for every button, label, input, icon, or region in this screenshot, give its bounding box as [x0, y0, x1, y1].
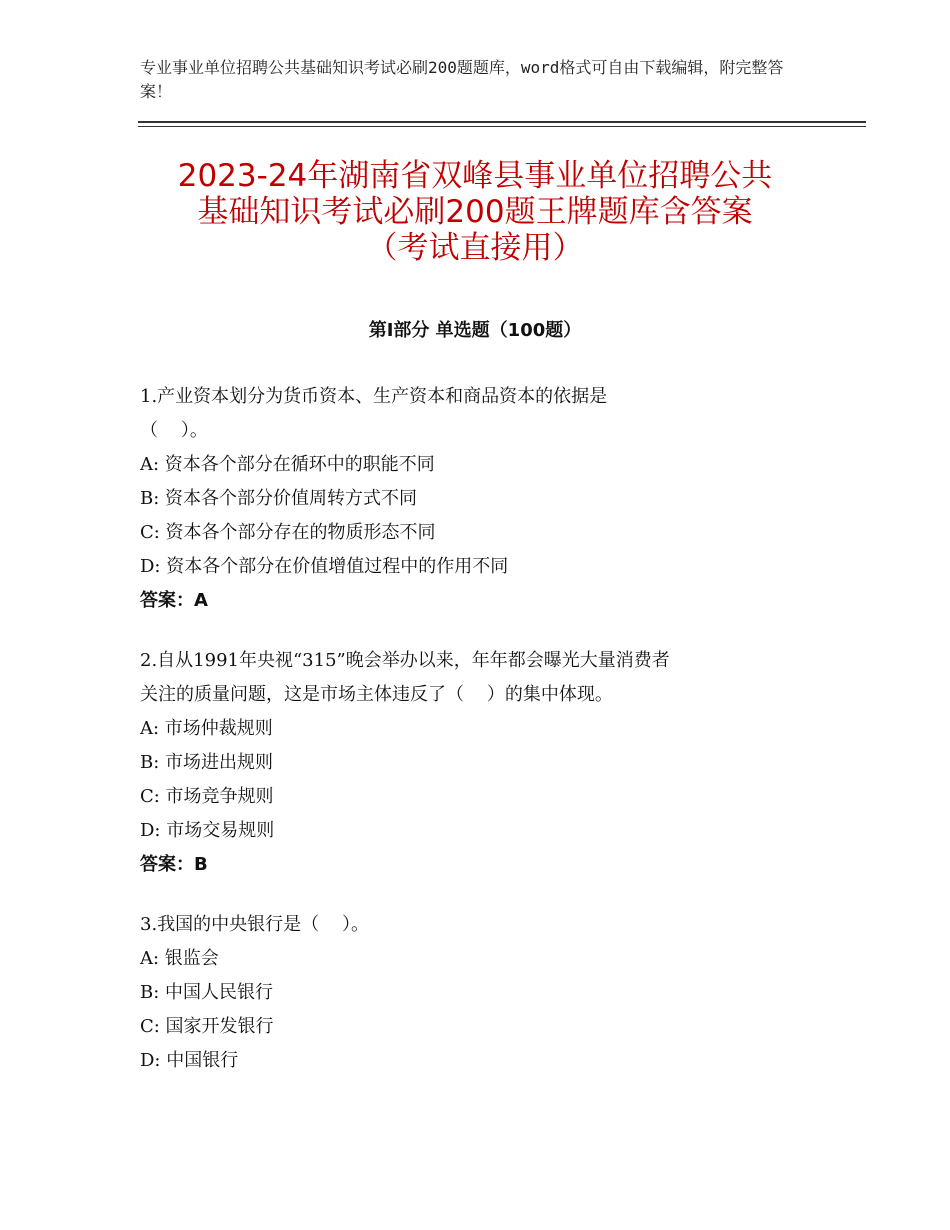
question-3: [140, 908, 820, 1078]
question-stem-line: 3.我国的中央银行是（ ）。: [140, 914, 370, 935]
title-line: 基础知识考试必刷200题王牌题库含答案: [197, 194, 753, 230]
answer-label: 答案：B: [140, 854, 208, 875]
option-b: B: 资本各个部分价值周转方式不同: [140, 488, 418, 509]
question-stem-line: 1.产业资本划分为货币资本、生产资本和商品资本的依据是: [140, 386, 608, 407]
question-stem-line: 2.自从1991年央视“315”晚会举办以来，年年都会曝光大量消费者: [140, 650, 670, 671]
option-c: C: 国家开发银行: [140, 1016, 274, 1037]
option-d: D: 资本各个部分在价值增值过程中的作用不同: [140, 556, 509, 577]
option-a: A: 资本各个部分在循环中的职能不同: [140, 454, 435, 475]
option-a: A: 市场仲裁规则: [140, 718, 273, 739]
header-rule-thick: [138, 121, 866, 123]
header-rule-thin: [138, 126, 866, 127]
document-title: [100, 158, 850, 266]
option-d: D: 中国银行: [140, 1050, 239, 1071]
title-line: （考试直接用）: [366, 230, 584, 266]
question-2: [140, 644, 820, 882]
question-stem-line: 关注的质量问题，这是市场主体违反了（ ）的集中体现。: [140, 684, 613, 705]
option-c: C: 资本各个部分存在的物质形态不同: [140, 522, 436, 543]
option-c: C: 市场竞争规则: [140, 786, 274, 807]
question-stem-line: （ ）。: [140, 420, 208, 441]
option-d: D: 市场交易规则: [140, 820, 275, 841]
option-b: B: 市场进出规则: [140, 752, 274, 773]
option-b: B: 中国人民银行: [140, 982, 274, 1003]
option-a: A: 银监会: [140, 948, 219, 969]
section-title: 第Ⅰ部分 单选题（100题）: [368, 320, 582, 341]
answer-label: 答案：A: [140, 590, 208, 611]
header-note: 专业事业单位招聘公共基础知识考试必刷200题题库，word格式可自由下载编辑，附完整答案！: [140, 58, 784, 101]
question-list: [140, 380, 820, 1104]
question-1: [140, 380, 820, 618]
title-line: 2023-24年湖南省双峰县事业单位招聘公共: [177, 158, 773, 194]
